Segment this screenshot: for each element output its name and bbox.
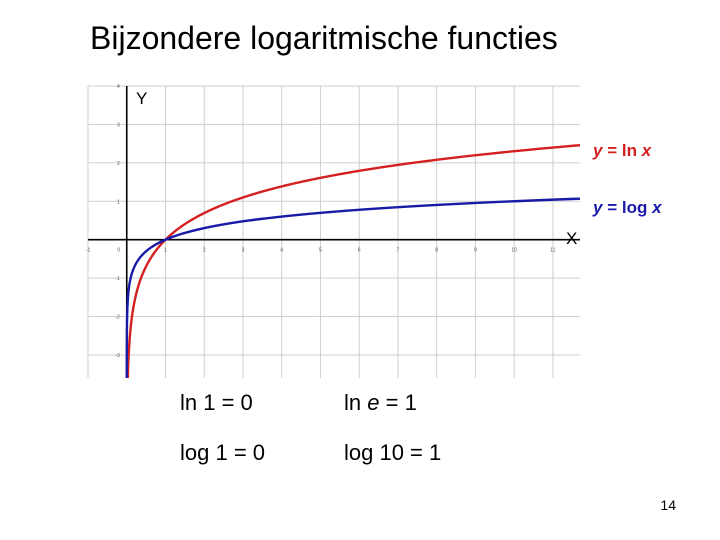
y-tick-label: -2 (115, 314, 120, 321)
y-tick-label: 3 (116, 122, 120, 129)
page-number: 14 (660, 497, 676, 513)
axes (85, 86, 580, 378)
formula-log-10: log 10 = 1 (344, 440, 442, 465)
y-tick-label: 1 (116, 199, 120, 206)
origin-tick-label: 0 (117, 247, 121, 254)
curves (127, 145, 580, 378)
x-tick-label: 1 (164, 247, 167, 254)
x-tick-label: 5 (319, 247, 322, 254)
formula-log-1: log 1 = 0 (180, 440, 266, 465)
x-axis-label: X (566, 229, 578, 248)
x-tick-label: 6 (357, 247, 361, 254)
legend-log: y = log x (593, 198, 662, 217)
y-tick-label: -3 (115, 352, 120, 359)
slide-title: Bijzondere logaritmische functies (90, 20, 558, 56)
x-tick-label: 9 (474, 247, 477, 254)
formula-ln-1: ln 1 = 0 (180, 390, 253, 415)
x-tick-label: 10 (511, 247, 517, 254)
formula-ln-e: ln e = 1 (344, 390, 417, 415)
y-tick-label: 2 (116, 160, 120, 167)
log-functions-chart (85, 84, 580, 378)
x-tick-label: 11 (550, 247, 556, 254)
x-tick-label: 2 (202, 247, 206, 254)
x-tick-label: 7 (396, 247, 400, 254)
y-axis-label: Y (136, 89, 148, 108)
grid-lines (85, 86, 580, 378)
log-curve (127, 199, 580, 378)
y-tick-label: -1 (115, 276, 120, 283)
ln-curve (128, 145, 580, 378)
x-tick-label: 4 (280, 247, 284, 254)
x-tick-label: 8 (435, 247, 439, 254)
legend-ln: y = ln x (593, 141, 652, 160)
x-tick-label: -1 (85, 247, 91, 254)
x-tick-label: 3 (241, 247, 245, 254)
y-tick-label: 4 (116, 84, 120, 90)
